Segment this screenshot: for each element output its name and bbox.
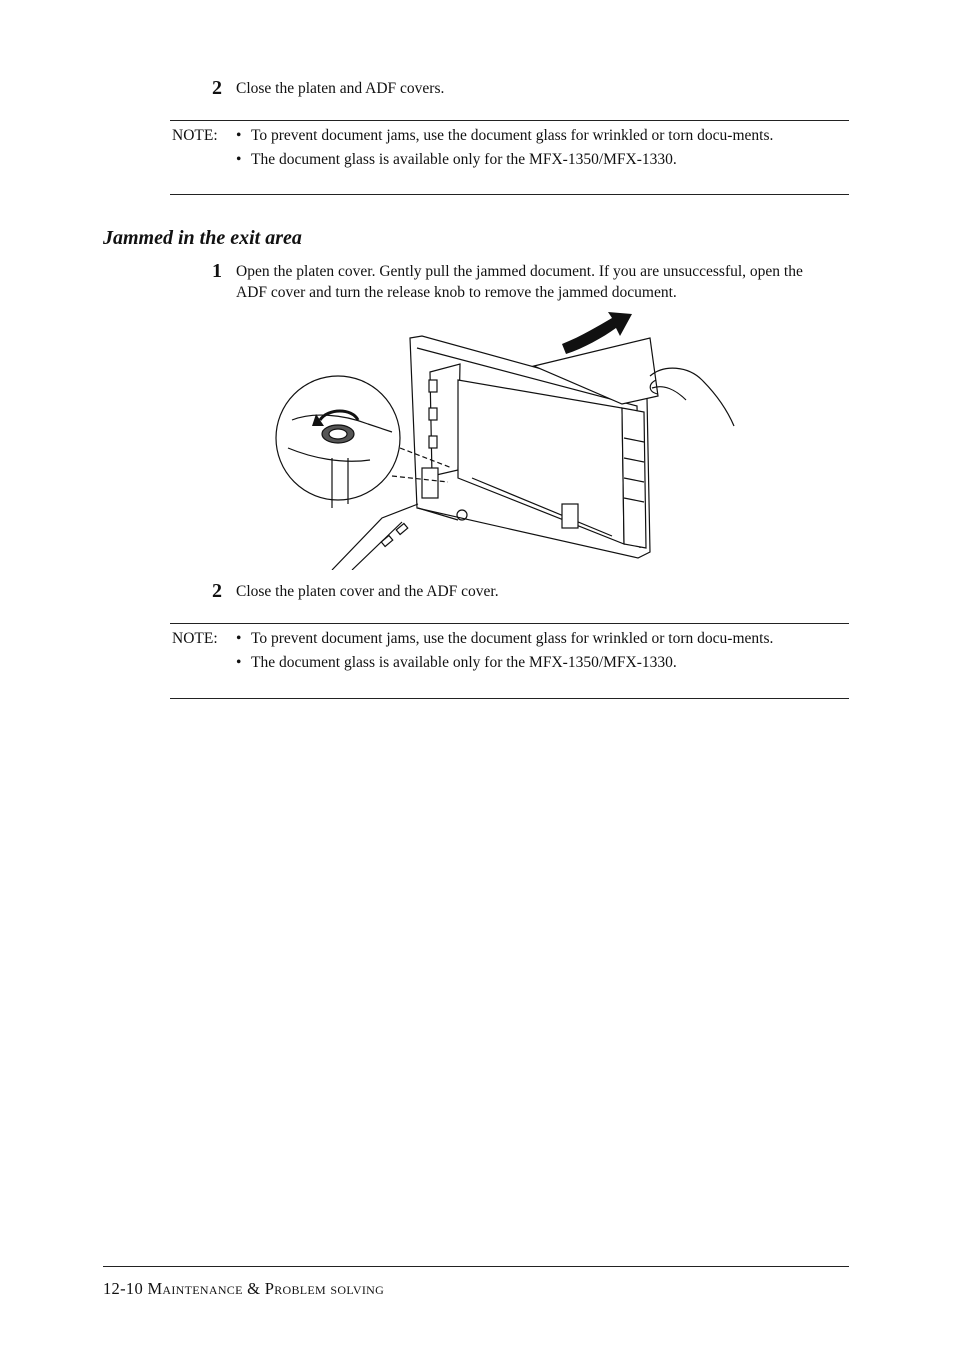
- note-label: NOTE:: [172, 630, 218, 647]
- step-text: Close the platen cover and the ADF cover.: [236, 583, 499, 600]
- note-bullet: • The document glass is available only for the MFX-1350/MFX-1330.: [236, 654, 677, 671]
- note-bullets: [236, 628, 849, 673]
- page-footer: [103, 1279, 384, 1299]
- note-bullet: • To prevent document jams, use the document glass for wrinkled or torn docu-ments.: [236, 127, 774, 144]
- chapter-title: Maintenance & Problem solving: [147, 1279, 385, 1298]
- section-title: Jammed in the exit area: [103, 227, 302, 249]
- step-text: Close the platen and ADF covers.: [236, 80, 445, 97]
- step-text: Open the platen cover. Gently pull the jammed document. If you are unsuccessful, open the ADF cover and turn the release knob to remove the jammed document.: [236, 263, 803, 301]
- note-bullets: [236, 125, 849, 170]
- note-box: [170, 120, 849, 195]
- note-box: [170, 623, 849, 699]
- page-number: 12-10: [103, 1279, 143, 1298]
- jam-illustration: [272, 308, 738, 570]
- step-number: 2: [212, 77, 222, 99]
- note-bullet: • The document glass is available only for the MFX-1350/MFX-1330.: [236, 151, 677, 168]
- note-bullet: • To prevent document jams, use the document glass for wrinkled or torn docu-ments.: [236, 630, 774, 647]
- step-number: 1: [212, 260, 222, 282]
- footer-rule: [103, 1266, 849, 1267]
- note-label: NOTE:: [172, 127, 218, 144]
- step-number: 2: [212, 580, 222, 602]
